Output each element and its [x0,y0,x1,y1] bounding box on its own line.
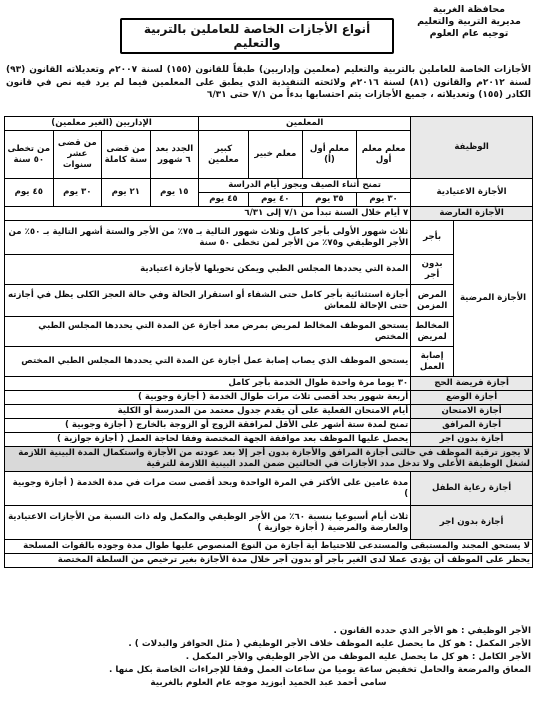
header-row-1 [5,117,533,131]
admin-days-cell: ٤٥ يوم [5,179,54,207]
mixer-row [5,317,533,347]
partial-unpaid-label: أجازة بدون اجر [411,506,533,540]
chronic-label: المرض المزمن [411,285,454,317]
unpaid-leave-row [5,433,533,447]
definition-line: الأجر الوظيفي : هو الأجر الذي حدده القانون . [333,626,531,636]
signature: سامى أحمد عبد الحميد أبوزيد موجه عام العلوم بالغربية [150,678,387,688]
sick-paid-label: بأجر [411,221,454,255]
admin-col-header: الجدد بعد ٦ شهور [150,131,199,179]
definition-line: المعاق والمرضعة والحامل تخفيض ساعة يوميا من ساعات العمل وفقا للإجراءات الخاصة بكل منها . [108,665,531,675]
maternity-text: أربعة شهور بحد أقصى ثلاث مرات طوال الخدمة ( أجازة وجوبية ) [5,391,411,405]
definition-line: الأجر المكمل : هو كل ما يحصل عليه الموظف خلاف الأجر الوظيفي ( مثل الحوافز والبدلات ) . [128,639,531,649]
childcare-label: أجازة رعاية الطفل [411,472,533,506]
exam-label: أجازة الامتحان [411,405,533,419]
header-block [409,4,529,40]
casual-leave-label: الأجازة العارضة [411,207,533,221]
intro-paragraph: الأجازات الخاصة للعاملين بالتربية والتعليم (معلمين وإداريين) طبقاً للقانون (١٥٥) لسنة ٢٠٠٧م وتعديلاته القانون (٩٣) لسنة ٢٠١٢م والقانون (٨١) لسنة ٢٠١٦م ولائحته التنفيذية الذي يطبق على المعلمين فيما لم يرد فيه نص في قانون الكادر (١٥٥) وتعديلاته ، جميع الأجازات يتم احتسابها بدءاً من ٧/١ حتى ٦/٣١ [6,65,531,100]
leaves-table-wrapper [4,116,533,568]
exam-row [5,405,533,419]
admin-col-header: من قضى عشر سنوات [53,131,102,179]
regular-leave-label: الأجازة الاعتيادية [411,179,533,207]
sick-unpaid-text: المدة التي يحددها المجلس الطبي ويمكن تحويلها لأجازة اعتيادية [5,255,411,285]
sick-paid-row [5,221,533,255]
note-military: لا يستحق المجند والمستبقى والمستدعى للاحتياط أية أجازة من النوع المنصوص عليها طوال مدة وجوده بالقوات المسلحة [5,540,533,554]
injury-text: يستحق الموظف الذي يصاب إصابة عمل أجازة عن المدة التي يحددها المجلس الطبي المختص [5,347,411,377]
leaves-table [4,116,533,568]
casual-leave-row [5,207,533,221]
chronic-text: أجازة استثنائية بأجر كامل حتى الشفاء أو استقرار الحالة وفي حالة العجز الكلى يظل في أجازته حتى الإحالة للمعاش [5,285,411,317]
maternity-label: أجازة الوضع [411,391,533,405]
companion-label: أجازة المرافق [411,419,533,433]
governorate-label: محافظة الغربية [432,4,506,15]
job-header: الوظيفة [411,117,533,179]
teacher-days-cell: ٤٥ يوم [199,193,249,207]
partial-unpaid-text: ثلاث أيام أسبوعيا بنسبة ٦٠٪ من الأجر الوظيفي والمكمل وله ذات النسبة من الأجازات الاعتيادية والعارضة والمرضية ( أجازة جوازية ) [5,506,411,540]
note-military-row [5,540,533,554]
mixer-text: يستحق الموظف المخالط لمريض بمرض معد أجازة عن المدة التي يحددها المجلس الطبي المختص [5,317,411,347]
hajj-text: ٣٠ يوما مرة واحدة طوال الخدمة بأجر كامل [5,377,411,391]
unpaid-leave-label: أجازة بدون اجر [411,433,533,447]
admin-col-header: من قضى سنة كاملة [102,131,151,179]
teacher-col-header: معلم خبير [248,131,302,179]
sick-unpaid-label: بدون أجر [411,255,454,285]
unpaid-leave-text: يحصل عليها الموظف بعد موافقة الجهة المختصة وفقا لحاجة العمل ( أجازة جوازية ) [5,433,411,447]
teacher-col-header: كبير معلمين [199,131,249,179]
teachers-header: المعلمين [199,117,411,131]
regular-leave-row [5,179,533,193]
admin-col-header: من تخطى ٥٠ سنة [5,131,54,179]
injury-row [5,347,533,377]
footer-definitions [6,625,531,690]
department-label: توجيه عام العلوم [429,28,509,39]
sick-paid-text: ثلاث شهور الأولى بأجر كامل وثلاث شهور التالية بـ ٧٥٪ من الأجر والستة أشهر التالية بـ ٥٠٪ من الأجر الوظيفي و٧٥٪ من الأجر لمن تخطى ٥٠ سنة [5,221,411,255]
admins-header: الإداريين (الغير معلمين) [5,117,199,131]
childcare-row [5,472,533,506]
hajj-row [5,377,533,391]
maternity-row [5,391,533,405]
mixer-label: المخالط لمريض [411,317,454,347]
companion-row [5,419,533,433]
page-title: أنواع الأجازات الخاصة للعاملين بالتربية والتعليم [120,18,394,54]
sick-unpaid-row [5,255,533,285]
note-prohibition-row [5,554,533,568]
note-promotion-row [5,447,533,472]
note-prohibition: يحظر على الموظف أن يؤدى عملا لدى الغير بأجر أو بدون أجر خلال مدة الأجازة بغير ترخيص من السلطة المختصة [5,554,533,568]
directorate-label: مديرية التربية والتعليم [417,16,521,27]
teacher-days-cell: ٤٠ يوم [248,193,302,207]
companion-text: تمنح لمدة ستة أشهر على الأقل لمرافقة الزوج أو الزوجة بالخارج ( أجازة وجوبية ) [5,419,411,433]
hajj-label: أجازة فريضة الحج [411,377,533,391]
summer-note: تمنح أثناء الصيف ويجوز أيام الدراسة [199,179,411,193]
admin-days-cell: ٢١ يوم [102,179,151,207]
partial-unpaid-row [5,506,533,540]
teacher-col-header: معلم معلم أول [357,131,411,179]
teacher-col-header: معلم أول (أ) [302,131,356,179]
sick-leave-label: الأجازة المرضية [454,221,533,377]
teacher-days-cell: ٣٥ يوم [302,193,356,207]
chronic-row [5,285,533,317]
teacher-days-cell: ٣٠ يوم [357,193,411,207]
childcare-text: مدة عامين على الأكثر في المرة الواحدة وبحد أقصى ست مرات في مدة الخدمة ( أجازة وجوبية ) [5,472,411,506]
injury-label: إصابة العمل [411,347,454,377]
casual-leave-text: ٧ أيام خلال السنة تبدأ من ٧/١ إلى ٦/٣١ [5,207,411,221]
admin-days-cell: ١٥ يوم [150,179,199,207]
definition-line: الأجر الكامل : هو كل ما يحصل عليه الموظف من الأجر الوظيفي والأجر المكمل . [185,652,531,662]
exam-text: أيام الامتحان الفعلية على أن يقدم جدول معتمد من المدرسة أو الكلية [5,405,411,419]
note-promotion: لا يجوز ترقية الموظف في حالتى أجازة المرافق والأجازة بدون أجر إلا بعد عودته من الأجازة واستكمال المدة البينية اللازمة لشغل الوظيفة الأعلى ولا تدخل مدد الأجازات في الحالتين ضمن المدد البينية اللازمة للترقية [5,447,533,472]
admin-days-cell: ٣٠ يوم [53,179,102,207]
